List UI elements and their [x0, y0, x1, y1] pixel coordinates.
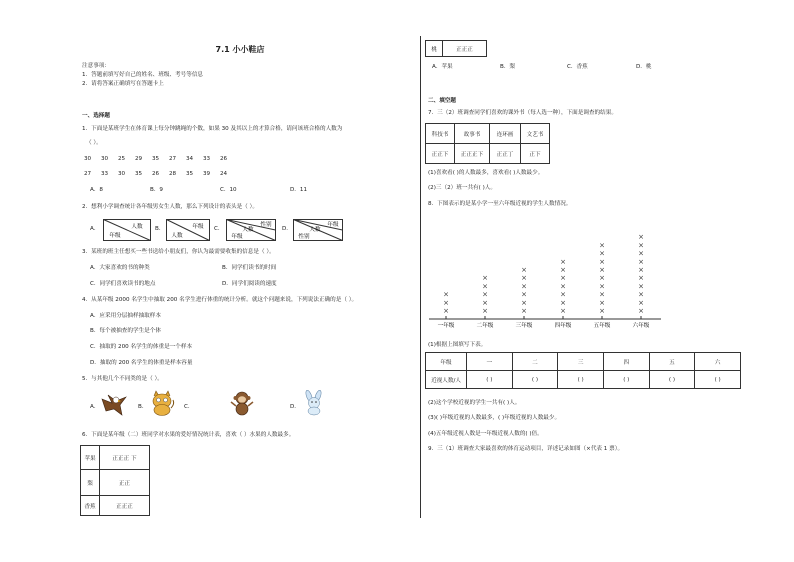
q1-text: 1．下面是某班学生在体育课上每分钟跳绳的个数，如果 30 及其以上的才算合格，请问该班合格的人数为 — [82, 126, 343, 132]
q1-text-2: （ ）。 — [86, 140, 102, 146]
chart-x-mark: × — [482, 290, 488, 299]
rabbit-icon — [300, 390, 328, 416]
q1-data-value: 27 — [84, 171, 92, 177]
monkey-icon — [228, 390, 256, 416]
q8-blank-4[interactable]: ( ) — [603, 371, 649, 389]
notice-heading: 注意事项： — [82, 63, 110, 69]
q1-data-value: 35 — [135, 171, 143, 177]
q6-option-d[interactable]: D．桃 — [636, 64, 652, 70]
chart-x-mark: × — [443, 307, 449, 315]
eagle-icon — [100, 391, 128, 417]
q1-data-value: 33 — [203, 156, 211, 162]
column-divider — [420, 36, 421, 518]
q8-table — [425, 352, 741, 389]
q7-tally-comic: 正正丁 — [490, 144, 521, 164]
chart-x-mark: × — [638, 282, 644, 291]
q7-header-science: 科技书 — [426, 124, 455, 144]
q7-tally-literature: 正下 — [521, 144, 550, 164]
chart-x-mark: × — [560, 290, 566, 299]
notice-line-2: 2．请将答案正确填写在答题卡上 — [82, 81, 164, 87]
chart-x-mark: × — [638, 257, 644, 266]
section-fill-heading: 二、填空题 — [428, 98, 456, 104]
chart-x-mark: × — [638, 266, 644, 274]
q1-data-value: 25 — [118, 156, 126, 162]
q8-th-6: 六 — [695, 353, 741, 371]
chart-x-mark: × — [638, 307, 644, 315]
q1-data-value: 33 — [101, 171, 109, 177]
q7-header-comic: 连环画 — [490, 124, 521, 144]
q8-th-grade: 年级 — [426, 353, 467, 371]
chart-x-mark: × — [560, 274, 566, 283]
q1-option-a[interactable]: A．8 — [90, 187, 103, 193]
notice-line-1: 1．答题前填写好自己的姓名、班级、考号等信息 — [82, 72, 204, 78]
q7-header-literature: 文艺书 — [521, 124, 550, 144]
chart-x-mark: × — [560, 257, 566, 266]
q6-table-part2 — [425, 40, 487, 57]
q4-option-a[interactable]: A．应采用分层抽样抽取样本 — [90, 313, 161, 319]
q1-data-value: 28 — [169, 171, 177, 177]
q8-th-1: 一 — [467, 353, 513, 371]
q3-option-d[interactable]: D．同学们阅读的速度 — [222, 281, 277, 287]
section-choice-heading: 一、选择题 — [82, 113, 110, 119]
q7-table — [425, 123, 550, 164]
chart-x-mark: × — [599, 290, 605, 299]
q2-d-mid: 人数 — [309, 227, 321, 233]
chart-x-mark: × — [638, 249, 644, 258]
q5-option-b[interactable]: B． — [138, 404, 148, 410]
q1-data-value: 26 — [152, 171, 160, 177]
q1-data-value: 27 — [169, 156, 177, 162]
q3-text: 3．某班的班主任想买一些书送给小朋友们，你认为最需要收集的信息是（ ）。 — [82, 249, 275, 255]
q5-option-a[interactable]: A． — [90, 404, 100, 410]
q7-tally-story: 正正正下 — [455, 144, 490, 164]
chart-x-mark: × — [521, 282, 527, 291]
q1-data-value: 30 — [101, 156, 109, 162]
q2-header-c — [226, 219, 276, 241]
q2-d-bottom: 性别 — [298, 234, 310, 240]
chart-x-mark: × — [599, 249, 605, 258]
q6-fruit-peach: 桃 — [426, 41, 443, 57]
q8-th-2: 二 — [512, 353, 558, 371]
chart-x-mark: × — [638, 233, 644, 242]
q6-fruit-banana: 香蕉 — [81, 496, 100, 516]
q1-data-value: 39 — [203, 171, 211, 177]
q2-a-bottom: 年级 — [109, 233, 121, 239]
q7-sub2: (2)三（2）班一共有( )人。 — [428, 185, 496, 191]
q2-c-mid: 人数 — [242, 227, 254, 233]
q8-sub3: (3)( )年级近视的人数最多，( )年级近视的人数最少。 — [428, 415, 561, 421]
chart-x-mark: × — [482, 298, 488, 307]
chart-x-mark: × — [560, 282, 566, 291]
cat-icon — [148, 390, 176, 416]
q2-d-top: 年级 — [327, 222, 339, 228]
q8-sub4: (4)五年级近视人数是一年级近视人数的( )倍。 — [428, 431, 543, 437]
chart-x-mark: × — [482, 307, 488, 315]
q7-text: 7．三（2）班调查同学们喜欢的课外书（每人选一种），下面是调查的结果。 — [428, 110, 617, 116]
q2-label-d[interactable]: D． — [282, 226, 292, 232]
chart-x-mark: × — [482, 274, 488, 283]
q2-a-top: 人数 — [131, 224, 143, 230]
chart-x-mark: × — [599, 241, 605, 250]
q2-c-bottom: 年级 — [231, 234, 243, 240]
q6-tally-peach: 正正正 — [443, 41, 487, 57]
q2-label-c[interactable]: C． — [214, 226, 224, 232]
q6-tally-apple: 正正正 下 — [100, 446, 150, 470]
chart-x-mark: × — [599, 307, 605, 315]
chart-x-mark: × — [638, 298, 644, 307]
q2-label-b[interactable]: B． — [155, 226, 165, 232]
chart-category-label: 四年级 — [554, 323, 572, 329]
q8-th-3: 三 — [558, 353, 604, 371]
q1-data-value: 35 — [152, 156, 160, 162]
q1-data-value: 24 — [220, 171, 228, 177]
q2-label-a[interactable]: A． — [90, 226, 100, 232]
q7-header-story: 故事书 — [455, 124, 490, 144]
q6-text: 6．下面是某年级（二）班同学对水果的爱好情况统计表，喜欢（ ）水果的人数最多。 — [82, 432, 295, 438]
chart-x-mark: × — [560, 266, 566, 274]
q1-option-d[interactable]: D．11 — [290, 187, 308, 193]
chart-category-label: 二年级 — [476, 323, 494, 329]
q2-header-b — [166, 219, 210, 241]
chart-x-mark: × — [599, 274, 605, 283]
q8-blank-1[interactable]: ( ) — [467, 371, 513, 389]
chart-x-mark: × — [521, 307, 527, 315]
chart-x-mark: × — [599, 298, 605, 307]
chart-x-mark: × — [521, 274, 527, 283]
q2-c-top: 性别 — [260, 222, 272, 228]
q6-table-part1 — [80, 445, 150, 516]
q6-option-b[interactable]: B．梨 — [500, 64, 516, 70]
chart-x-mark: × — [599, 266, 605, 274]
q3-option-a[interactable]: A．大家喜欢的书的种类 — [90, 265, 150, 271]
q9-text: 9．三（1）班调查大家最喜欢的体育运动项目，详述记录如图（×代表 1 票）。 — [428, 446, 624, 452]
q4-text: 4．从某年级 2000 名学生中抽取 200 名学生进行体重的统计分析。就这个问题来说，下列说法正确的是（ ）。 — [82, 297, 358, 303]
chart-x-mark: × — [638, 241, 644, 250]
q1-option-c[interactable]: C．10 — [220, 187, 237, 193]
q2-text: 2．想利小学调查统计各年级男女生人数，那么下列设计的表头是（ ）。 — [82, 204, 258, 210]
chart-x-mark: × — [443, 290, 449, 299]
chart-x-mark: × — [599, 257, 605, 266]
q5-option-d[interactable]: D． — [290, 404, 300, 410]
chart-x-mark: × — [482, 282, 488, 291]
q6-fruit-apple: 苹果 — [81, 446, 100, 470]
chart-x-mark: × — [638, 290, 644, 299]
q2-b-top: 年级 — [192, 224, 204, 230]
q6-tally-pear: 正正 — [100, 470, 150, 496]
chart-category-label: 三年级 — [515, 323, 533, 329]
q7-sub1: (1)喜欢看( )的人数最多，喜欢看( )人数最少。 — [428, 170, 544, 176]
chart-x-mark: × — [638, 274, 644, 283]
q4-option-c[interactable]: C．抽取的 200 名学生的体重是一个样本 — [90, 344, 193, 350]
q3-option-b[interactable]: B．同学们读书的时间 — [222, 265, 277, 271]
q8-blank-5[interactable]: ( ) — [649, 371, 695, 389]
q6-option-c[interactable]: C．香蕉 — [567, 64, 588, 70]
q8-th-4: 四 — [603, 353, 649, 371]
q8-blank-2[interactable]: ( ) — [512, 371, 558, 389]
page-title: 7.1 小小鞋店 — [215, 45, 265, 54]
q1-data-value: 35 — [186, 171, 194, 177]
chart-x-mark: × — [560, 307, 566, 315]
q5-text: 5．与其他几个不同类的是（ ）。 — [82, 376, 163, 382]
q1-data-value: 30 — [118, 171, 126, 177]
q2-b-bottom: 人数 — [171, 233, 183, 239]
chart-x-mark: × — [521, 298, 527, 307]
q1-data-value: 34 — [186, 156, 194, 162]
chart-x-mark: × — [521, 266, 527, 274]
q8-th-5: 五 — [649, 353, 695, 371]
q1-data-value: 29 — [135, 156, 143, 162]
q6-fruit-pear: 梨 — [81, 470, 100, 496]
q6-option-a[interactable]: A．苹果 — [432, 64, 453, 70]
q8-row-label: 近视人数/人 — [426, 371, 467, 389]
q2-header-a — [103, 219, 151, 241]
q4-option-d[interactable]: D．抽取的 200 名学生的体重是样本容量 — [90, 360, 193, 366]
q5-option-c[interactable]: C． — [184, 404, 194, 410]
q3-option-c[interactable]: C．同学们喜欢读书的地点 — [90, 281, 156, 287]
chart-x-mark: × — [443, 298, 449, 307]
q4-option-b[interactable]: B．每个被抽查的学生是个体 — [90, 328, 161, 334]
chart-x-mark: × — [599, 282, 605, 291]
q2-header-d — [293, 219, 343, 241]
q1-data-value: 30 — [84, 156, 92, 162]
chart-x-mark: × — [560, 298, 566, 307]
q8-sub1: (1)根据上图填写下表。 — [428, 342, 487, 348]
q7-tally-science: 正正下 — [426, 144, 455, 164]
nearsighted-chart — [425, 212, 665, 332]
q1-data-value: 26 — [220, 156, 228, 162]
chart-category-label: 五年级 — [593, 323, 611, 329]
q8-blank-6[interactable]: ( ) — [695, 371, 741, 389]
q8-sub2: (2)这个学校近视的学生一共有( )人。 — [428, 400, 521, 406]
chart-category-label: 一年级 — [437, 323, 455, 329]
chart-category-label: 六年级 — [632, 323, 650, 329]
q8-text: 8．下图表示的是某小学一至六年级近视的学生人数情况。 — [428, 201, 572, 207]
q1-option-b[interactable]: B．9 — [150, 187, 163, 193]
q8-blank-3[interactable]: ( ) — [558, 371, 604, 389]
q6-tally-banana: 正正正 — [100, 496, 150, 516]
chart-x-mark: × — [521, 290, 527, 299]
